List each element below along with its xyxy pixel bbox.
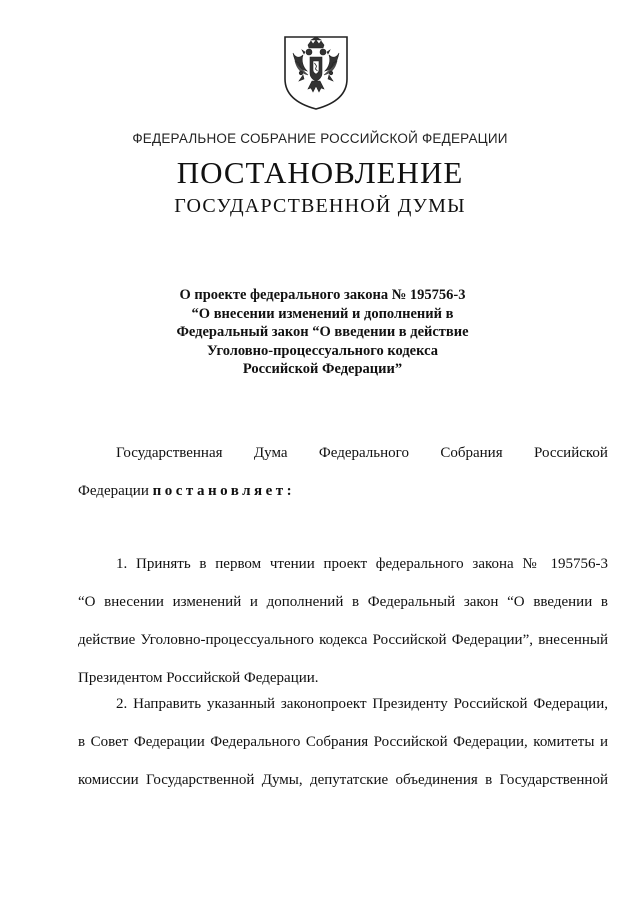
paragraph-line: комиссии Государственной Думы, депутатские объединения в Государственной <box>78 772 608 788</box>
preamble-word: Федерального <box>318 445 409 461</box>
paragraph-line: действие Уголовно-процессуального кодекса Российской Федерации”, внесенный <box>78 632 608 648</box>
paragraph-line: 2. Направить указанный законопроект Президенту Российской Федерации, <box>116 696 608 712</box>
subject-line: Уголовно-процессуального кодекса <box>207 342 438 359</box>
preamble-word: Собрания <box>440 445 503 461</box>
paragraph-line: Президентом Российской Федерации. <box>78 670 319 686</box>
document-subject <box>150 286 495 379</box>
preamble-line <box>78 443 608 463</box>
preamble-action: постановляет: <box>152 483 296 499</box>
subject-line: О проекте федерального закона № 195756-3 <box>179 287 466 303</box>
subject-line: Федеральный закон “О введении в действие <box>176 324 469 340</box>
paragraph-line: “О внесении изменений и дополнений в Федеральный закон “О введении в <box>78 594 608 610</box>
russian-coat-of-arms-icon <box>281 33 351 111</box>
preamble-word: Российской <box>534 445 608 461</box>
paragraph-1 <box>78 545 608 697</box>
subject-line: “О внесении изменений и дополнений в <box>191 305 454 322</box>
document-issuer-title: ГОСУДАРСТВЕННОЙ ДУМЫ <box>174 195 466 217</box>
paragraph-2 <box>78 685 608 799</box>
preamble-line <box>78 481 608 501</box>
paragraph-line: 1. Принять в первом чтении проект федерального закона № 195756-3 <box>116 556 608 572</box>
preamble-word: Дума <box>253 445 288 461</box>
paragraph-line: в Совет Федерации Федерального Собрания Российской Федерации, комитеты и <box>78 734 608 750</box>
preamble-prefix: Федерации <box>78 483 149 499</box>
subject-line: Российской Федерации” <box>242 361 403 377</box>
document-type-title: ПОСТАНОВЛЕНИЕ <box>176 155 464 190</box>
organization-name: ФЕДЕРАЛЬНОЕ СОБРАНИЕ РОССИЙСКОЙ ФЕДЕРАЦИИ <box>132 131 508 146</box>
preamble <box>78 443 608 501</box>
preamble-word: Государственная <box>116 445 223 461</box>
